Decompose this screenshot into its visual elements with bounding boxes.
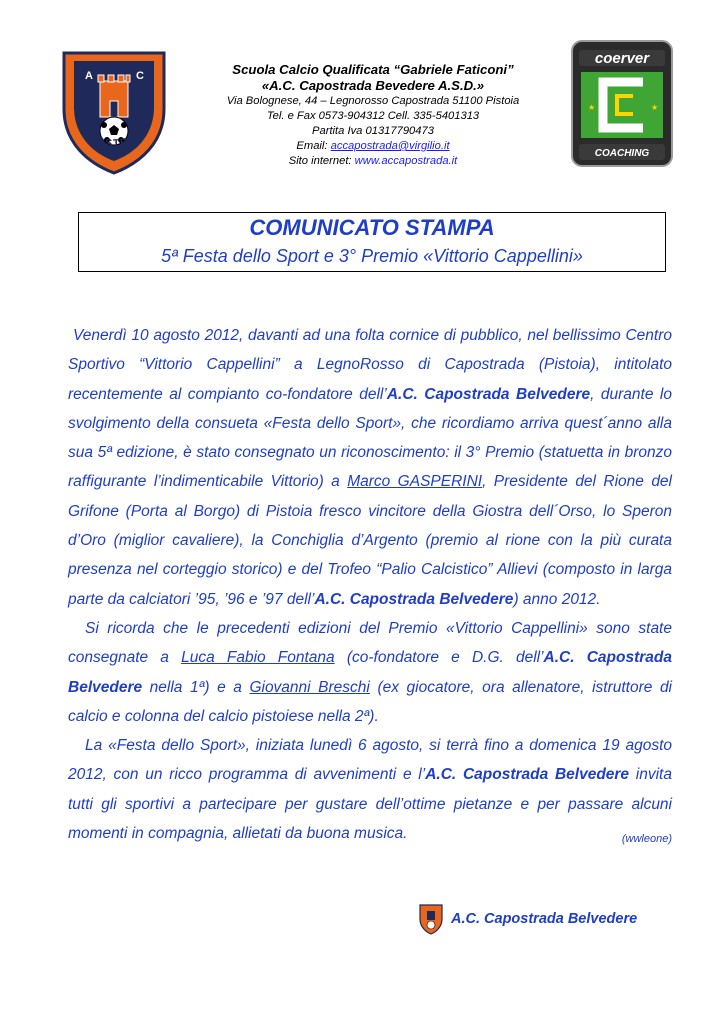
title-box bbox=[78, 212, 666, 272]
address: Via Bolognese, 44 – Legnorosso Capostrada 51100 Pistoia bbox=[226, 95, 520, 107]
website-label: Sito internet: bbox=[288, 155, 355, 167]
website-link[interactable]: www.accapostrada.it bbox=[354, 155, 458, 167]
crest-letter-c: C bbox=[136, 70, 144, 82]
paragraph-1: Venerdì 10 agosto 2012, davanti ad una folta cornice di pubblico, nel bellissimo Centro Sportivo “Vittorio Cappellini” a LegnoRosso di Capostrada (Pistoia), intitolato recentemente al compianto co-fondatore dell’A.C. Capostrada Belvedere, durante lo svolgimento della consueta «Festa dello Sport», che ricordiamo arriva quest´anno alla sua 5ª edizione, è stato consegnato un riconoscimento: il 3° Premio (statuetta in bronzo raffigurante l’indimenticabile Vittorio) a Marco GASPERINI, Presidente del Rione del Grifone (Porta al Borgo) di Pistoia fresco vincitore della Giostra dell´Orso, lo Speron d’Oro (miglior cavaliere), la Conchiglia d’Argento (premio al rione con la più curata presenza nel corteggio storico) e del Trofeo “Palio Calcistico” Allievi (composto in larga parte da calciatori ’95, ’96 e ’97 dell’A.C. Capostrada Belvedere) anno 2012. bbox=[68, 327, 672, 608]
crest-ribbon-text: CAPOSTRADA bbox=[73, 120, 154, 150]
tower-icon bbox=[98, 75, 130, 117]
paragraph-2: Si ricorda che le precedenti edizioni del Premio «Vittorio Cappellini» sono state consegnate a Luca Fabio Fontana (co-fondatore e D.G. dell’A.C. Capostrada Belvedere nella 1ª) e a Giovanni Breschi (ex giocatore, ora allenatore, istruttore di calcio e colonna del calcio pistoiese nella 2ª). bbox=[68, 619, 673, 725]
letterhead bbox=[176, 62, 570, 169]
coerver-brand-text: coerver bbox=[594, 50, 650, 67]
article-body bbox=[68, 321, 672, 854]
phone: Tel. e Fax 0573-904312 Cell. 335-5401313 bbox=[266, 110, 480, 122]
website-line bbox=[176, 154, 570, 169]
press-release-subtitle: 5ª Festa dello Sport e 3° Premio «Vittorio Cappellini» bbox=[161, 246, 583, 266]
footer bbox=[418, 903, 674, 937]
person-fontana: Luca Fabio Fontana bbox=[181, 649, 335, 667]
author-signature: (wwleone) bbox=[621, 833, 672, 846]
paragraph-3: La «Festa dello Sport», iniziata lunedì 6 agosto, si terrà fino a domenica 19 agosto 2012, con un ricco programma di avvenimenti e l’A.C. Capostrada Belvedere invita tutti gli sportivi a partecipare per gustare dell’ottime pietanze e per passare alcuni momenti in compagnia, allietati da buona musica. (wwleone) bbox=[68, 731, 672, 848]
star-icon: ★ bbox=[651, 103, 659, 112]
press-release-title: COMUNICATO STAMPA bbox=[249, 215, 495, 240]
club-crest-small-icon bbox=[418, 903, 444, 935]
club-crest-logo bbox=[52, 47, 176, 175]
coerver-coaching-logo bbox=[571, 40, 673, 167]
footer-club-name: A.C. Capostrada Belvedere bbox=[451, 911, 638, 927]
coerver-tagline-text: COACHING bbox=[594, 148, 650, 159]
club-legal-name: «A.C. Capostrada Bevedere A.S.D.» bbox=[261, 78, 485, 93]
person-link-gasperini: Marco GASPERINI bbox=[347, 473, 483, 491]
vat-number: Partita Iva 01317790473 bbox=[312, 125, 434, 137]
email-line bbox=[176, 139, 570, 154]
email-label: Email: bbox=[296, 140, 331, 152]
crest-letter-a: A bbox=[85, 70, 93, 82]
email-link[interactable]: accapostrada@virgilio.it bbox=[330, 140, 450, 152]
star-icon: ★ bbox=[588, 103, 596, 112]
school-name: Scuola Calcio Qualificata “Gabriele Faticoni” bbox=[232, 62, 514, 77]
person-breschi: Giovanni Breschi bbox=[249, 678, 370, 696]
